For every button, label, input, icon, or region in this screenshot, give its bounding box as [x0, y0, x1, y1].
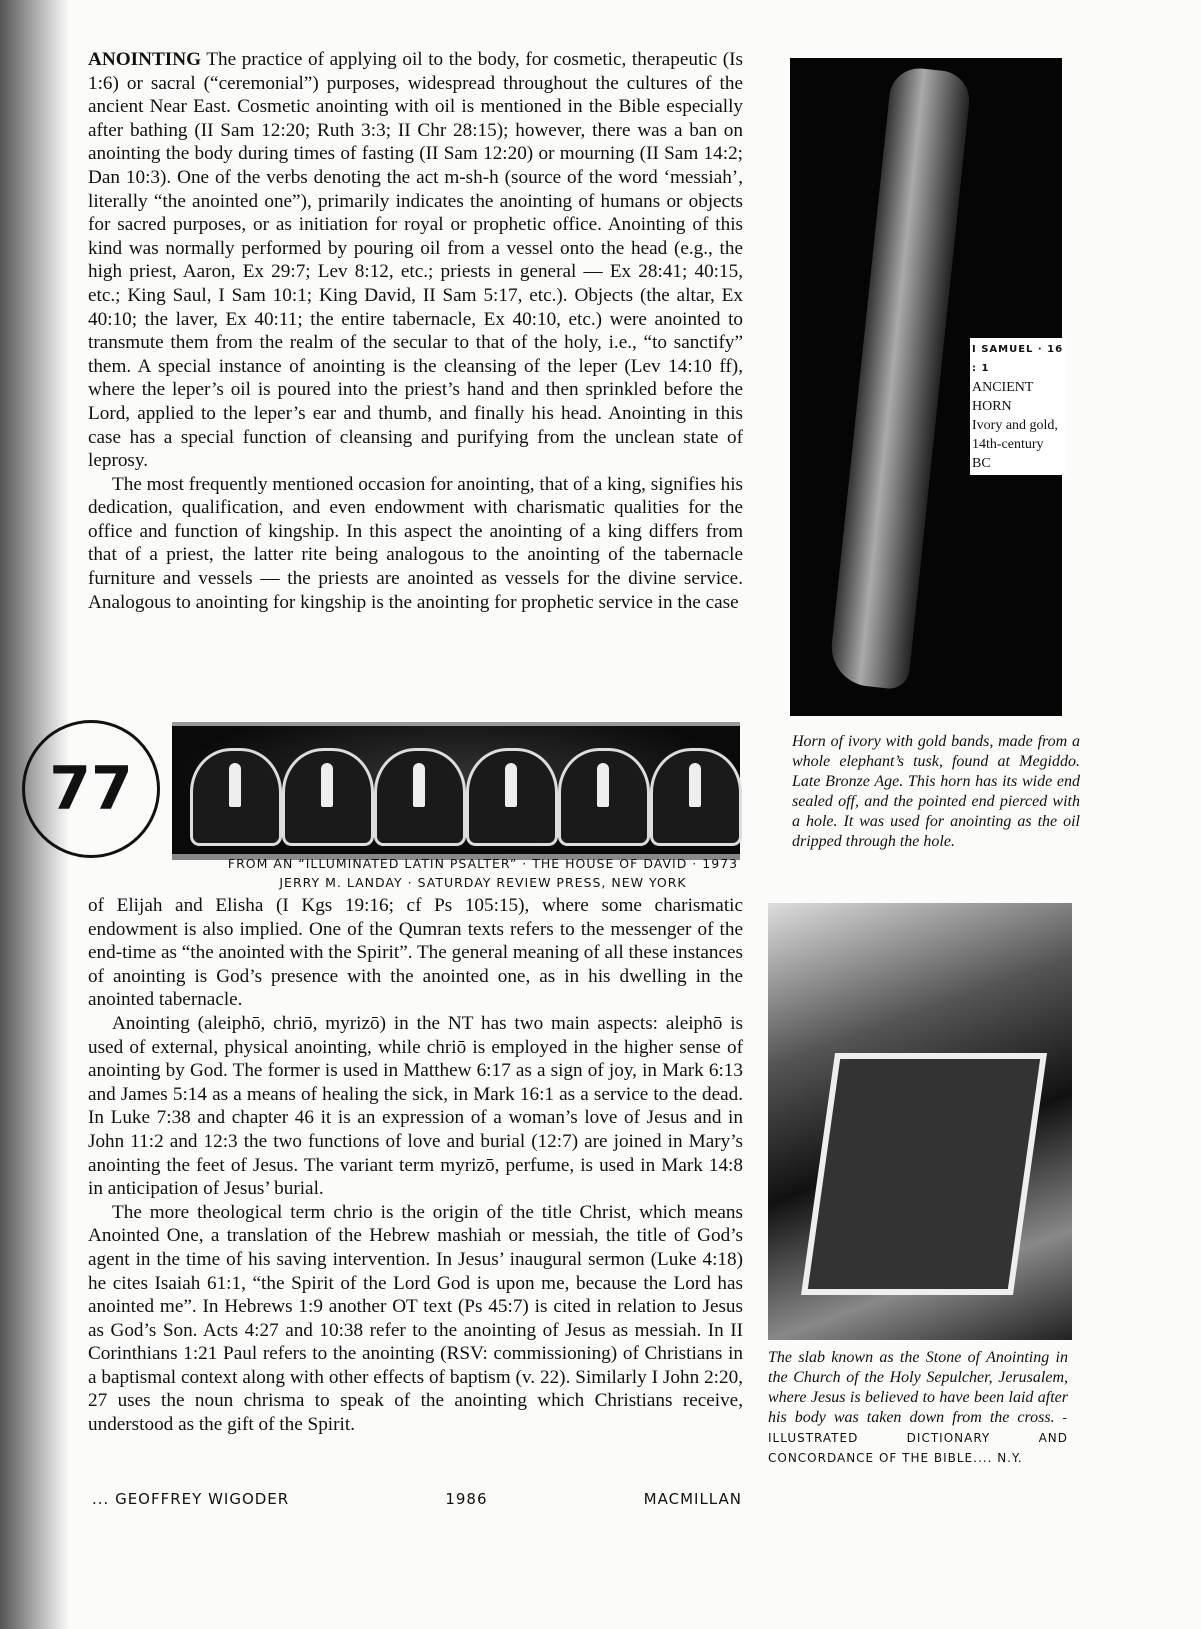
stone-caption: The slab known as the Stone of Anointing in the Church of the Holy Sepulcher, Jerusalem, where Jesus is believed to have been laid after his body was taken down from the cross. -ILLUSTRATED DICTIONARY AND CONCORDANCE OF THE BIBLE.... N.Y.: [768, 1349, 1069, 1465]
fleur-ornament: [558, 748, 650, 846]
paragraph-nt: Anointing (aleiphō, chriō, myrizō) in the NT has two main aspects: aleiphō is used of external, physical anointing, while chriō is employed in the higher sense of anointing by God. The former is used in Matthew 6:17 as a sign of joy, in Mark 6:13 and James 5:14 as a means of healing the sick, in Mark 16:1 as a service to the dead. In Luke 7:38 and chapter 46 it is an expression of a woman’s love of Jesus and in John 11:2 and 12:3 the two functions of love and burial (12:7) are joined in Mary’s anointing the feet of Jesus. The variant term myrizō, perfume, is used in Mark 14:8 in anticipation of Jesus’ burial.: [88, 1012, 743, 1200]
frieze-credit: FROM AN “ILLUMINATED LATIN PSALTER” · THE HOUSE OF DAVID · 1973 JERRY M. LANDAY · SATURDAY REVIEW PRESS, NEW YORK: [227, 856, 739, 890]
paragraph-elijah: of Elijah and Elisha (I Kgs 19:16; cf Ps 105:15), where some charismatic endowment is also implied. One of the Qumran texts refers to the messenger of the end-time as “the anointed with the Spirit”. The general meaning of all these instances of anointing is God’s presence with the anointed one, as in his dwelling in the anointed tabernacle.: [88, 895, 744, 1011]
psalter-frieze-image: [172, 722, 740, 860]
text-column-bottom: [88, 894, 743, 1437]
handwritten-page-number: 77: [22, 720, 160, 858]
horn-caption: Horn of ivory with gold bands, made from a whole elephant’s tusk, found at Megiddo. Late Bronze Age. This horn has its wide end sealed off, and the pointed end pierced with a hole. It was used for anointing as the oil dripped through the hole.: [792, 733, 1080, 850]
paragraph-anointing: ANOINTING The practice of applying oil to the body, for cosmetic, therapeutic (Is 1:6) or sacral (“ceremonial”) purposes, widespread throughout the cultures of the ancient Near East. Cosmetic anointing with oil is mentioned in the Bible especially after bathing (II Sam 12:20; Ruth 3:3; II Chr 28:15); however, there was a ban on anointing the body during times of fasting (II Sam 12:20) or mourning (II Sam 14:2; Dan 10:3). One of the verbs denoting the act m-sh-h (source of the word ‘messiah’, literally “the anointed one”), primarily indicates the anointing of humans or objects for sacred purposes, or as initiation for royal or prophetic office. Anointing of this kind was normally performed by pouring oil from a vessel onto the head (e.g., the high priest, Aaron, Ex 29:7; Lev 8:12, etc.; priests in general — Ex 28:41; 40:15, etc.; King Saul, I Sam 10:1; King David, II Sam 5:17, etc.). Objects (the altar, Ex 40:10; the laver, Ex 40:11; the entire tabernacle, Ex 40:10, etc.) were anointed to transmute them from the realm of the secular to that of the holy, i.e., “to sanctify” them. A special instance of anointing is the cleansing of the leper (Lev 14:10 ff), where the leper’s oil is poured into the priest’s hand and then sprinkled before the Lord, applied to the leper’s ear and thumb, and finally his head. Anointing in this case has a special function of cleansing and purifying from the unclean state of leprosy.: [88, 49, 743, 472]
fleur-ornament: [466, 748, 558, 846]
entry-term: ANOINTING: [88, 49, 202, 70]
handwritten-citation: ... GEOFFREY WIGODER 1986 MACMILLAN: [92, 1490, 742, 1508]
stone-of-anointing-photo: [768, 903, 1072, 1340]
horn-label: I SAMUEL · 16 : 1 ANCIENT HORN Ivory and gold, 14th-century BC: [970, 338, 1066, 475]
paragraph-christ: The more theological term chrio is the origin of the title Christ, which means Anointed One, a translation of the Hebrew mashiah or messiah, the title of God’s agent in the time of his saving intervention. In Jesus’ inaugural sermon (Luke 4:18) he cites Isaiah 61:1, “the Spirit of the Lord God is upon me, because the Lord has anointed me”. In Hebrews 1:9 another OT text (Ps 45:7) is cited in relation to Jesus as God’s Son. Acts 4:27 and 10:38 refer to the anointing of Jesus as messiah. In II Corinthians 1:21 Paul refers to the anointing (RSV: commissioning) of Christians in a baptismal context along with other effects of baptism (v. 22). Similarly I John 2:20, 27 uses the noun chrisma to speak of the anointing which Christians receive, understood as the gift of the Spirit.: [88, 1201, 743, 1436]
fleur-ornament: [374, 748, 466, 846]
fleur-ornament: [190, 748, 282, 846]
paragraph-kingship: The most frequently mentioned occasion for anointing, that of a king, signifies his dedication, qualification, and even endowment with charismatic qualities for the office and function of kingship. In this aspect the anointing of a king differs from that of a priest, the latter rite being analogous to the anointing of the tabernacle furniture and vessels — the priests are anointed as vessels for the divine service. Analogous to anointing for kingship is the anointing for prophetic service in the case: [88, 473, 743, 613]
fleur-ornament: [282, 748, 374, 846]
text-column-top: [88, 48, 743, 614]
fleur-ornament: [650, 748, 742, 846]
stone-credit: -ILLUSTRATED DICTIONARY AND CONCORDANCE OF THE BIBLE.... N.Y.: [768, 1411, 1069, 1465]
